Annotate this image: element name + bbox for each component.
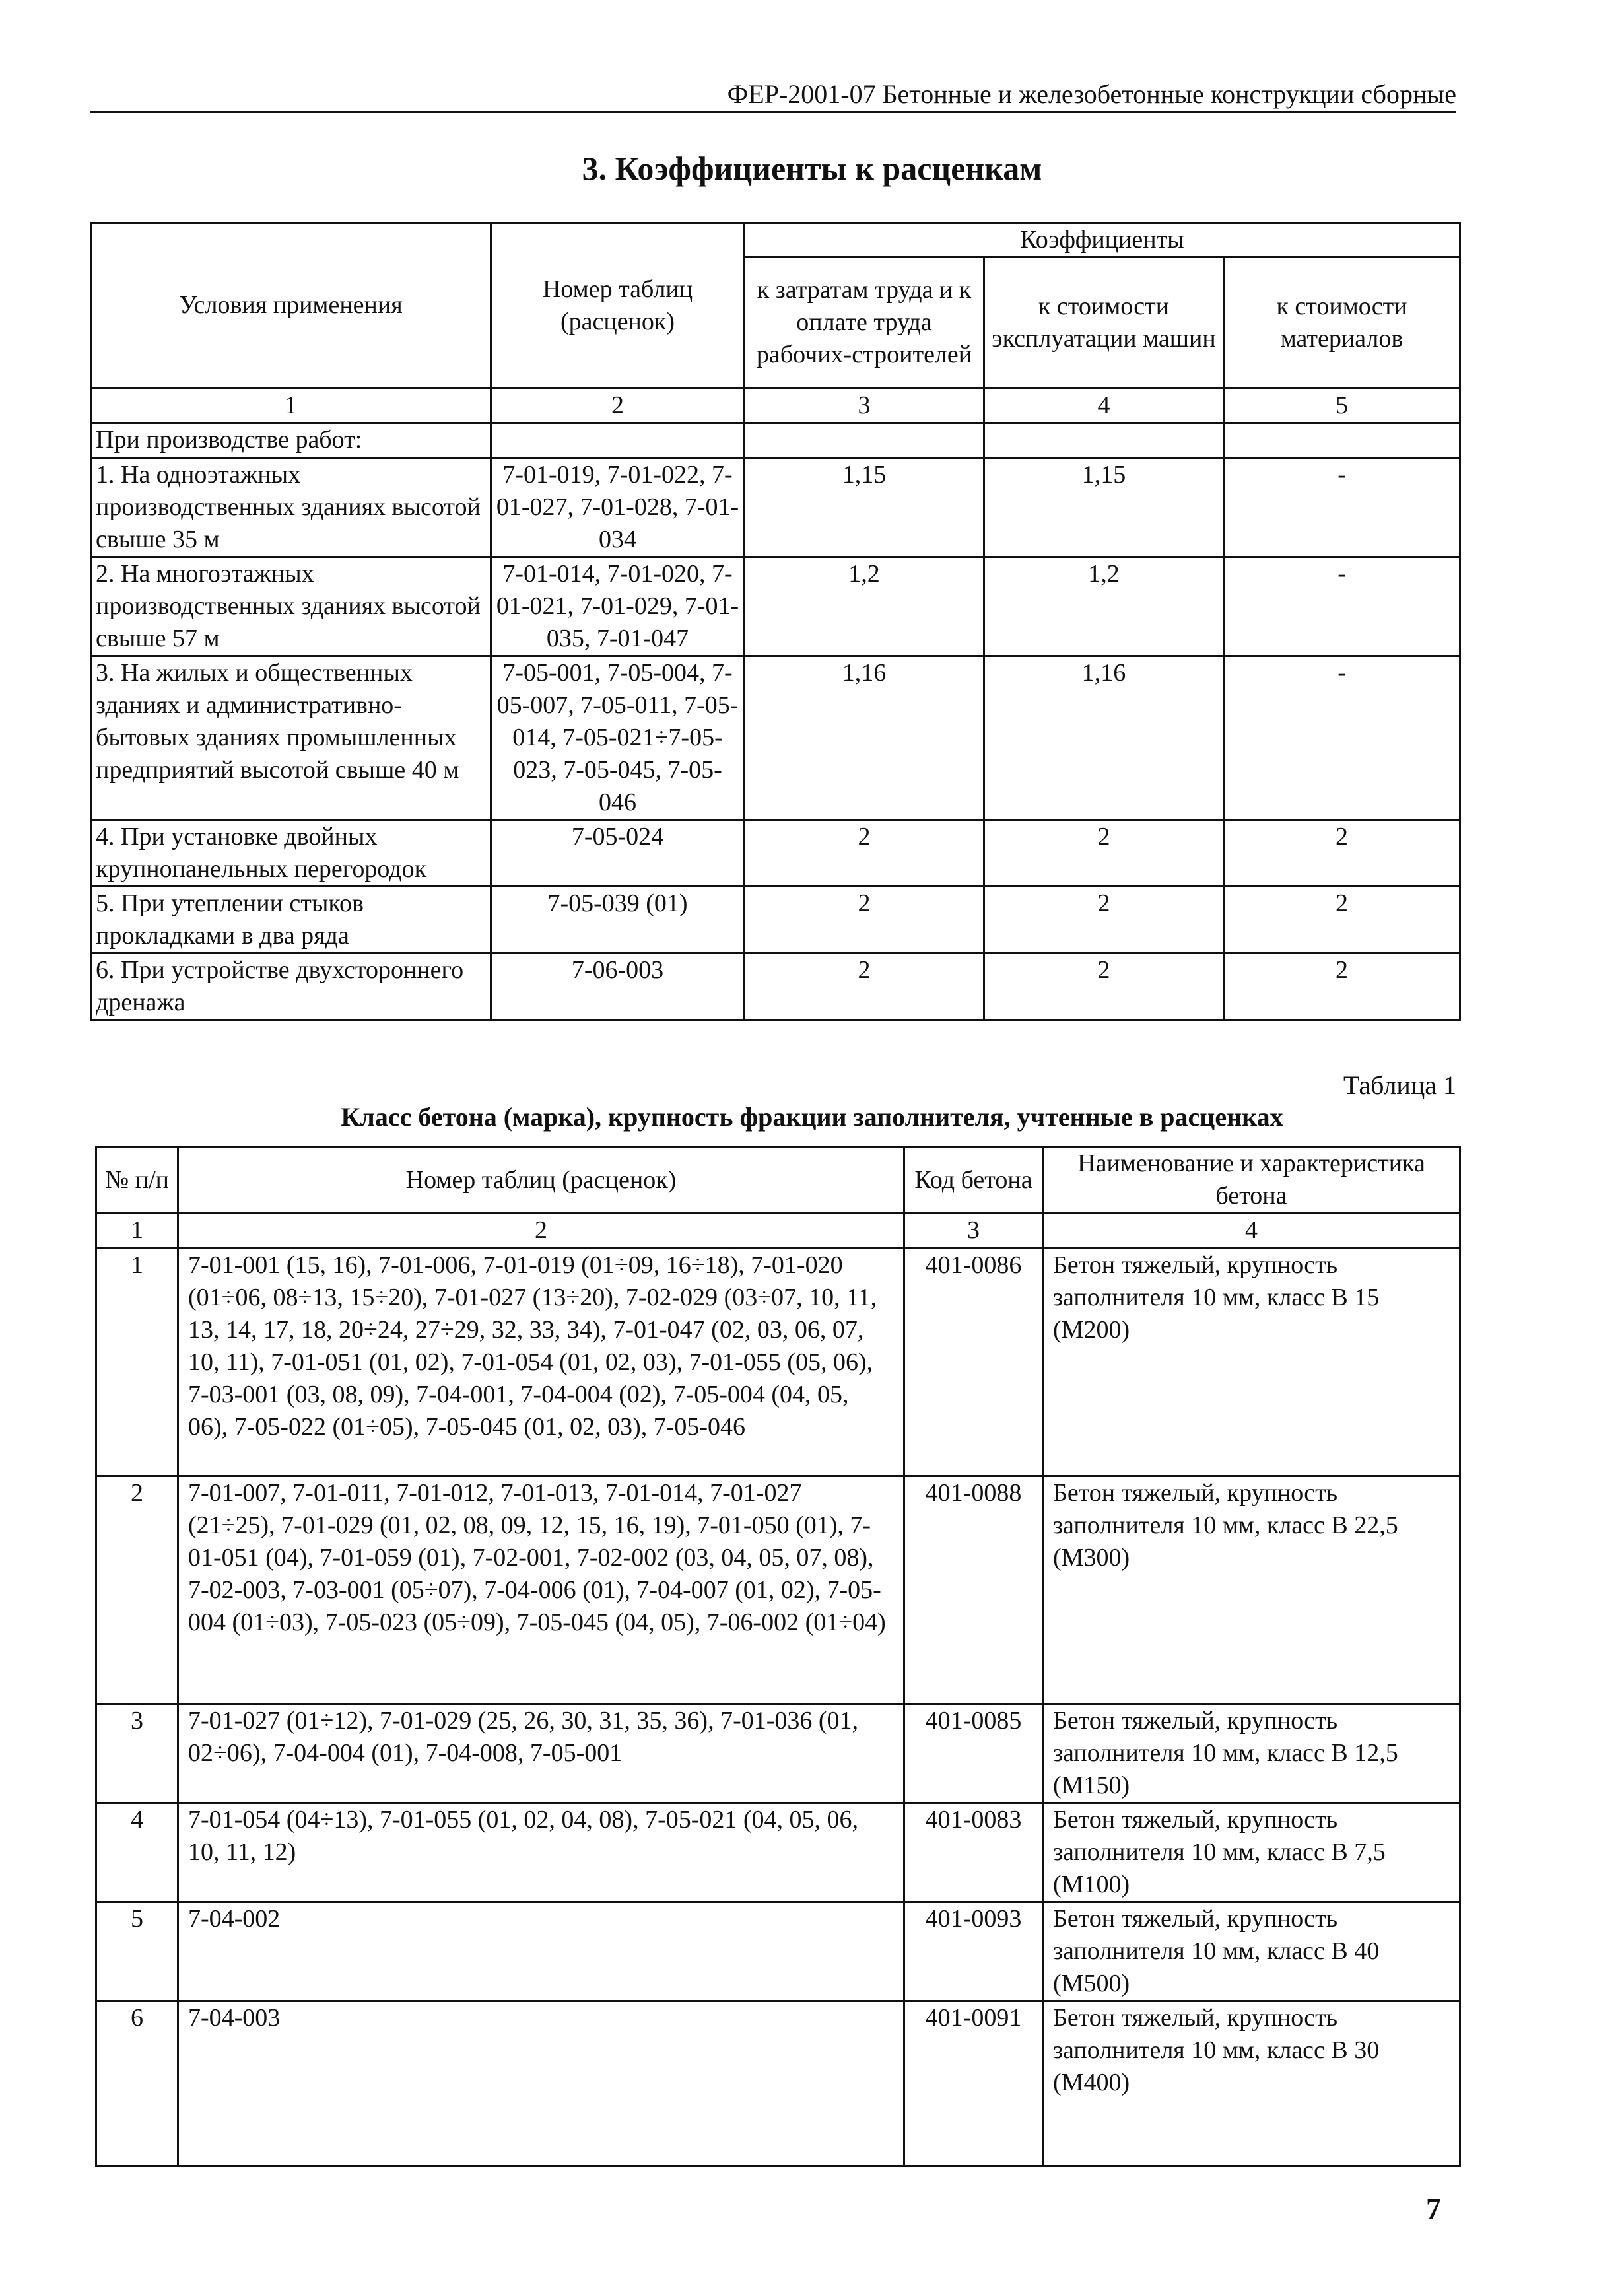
header-materials: к стоимости материалов: [1224, 258, 1460, 388]
header-machines: к стоимости эксплуатации машин: [984, 258, 1224, 388]
table-row: [91, 656, 1460, 820]
concrete-class-table: [95, 1146, 1461, 2167]
machines-coef-cell: 2: [984, 820, 1224, 887]
header-coefficients: Коэффициенты: [745, 223, 1460, 258]
table-numbers-cell: 7-06-003: [491, 953, 745, 1020]
table-numbers-cell: 7-01-054 (04÷13), 7-01-055 (01, 02, 04, 08), 7-05-021 (04, 05, 06, 10, 11, 12): [178, 1803, 904, 1902]
materials-coef-cell: 2: [1224, 820, 1460, 887]
table-row: [91, 458, 1460, 557]
table-row: [96, 2001, 1460, 2166]
materials-coef-cell: 2: [1224, 887, 1460, 953]
column-number: 4: [984, 388, 1224, 423]
concrete-name-cell: Бетон тяжелый, крупность заполнителя 10 мм, класс В 22,5 (М300): [1043, 1476, 1460, 1704]
table-numbers-cell: 7-01-027 (01÷12), 7-01-029 (25, 26, 30, 31, 35, 36), 7-01-036 (01, 02÷06), 7-04-004 (01), 7-04-008, 7-05-001: [178, 1704, 904, 1803]
table-numbers-cell: 7-04-003: [178, 2001, 904, 2166]
column-number: 3: [904, 1214, 1043, 1249]
column-number: 1: [91, 388, 491, 423]
table-row: [96, 1249, 1460, 1476]
machines-coef-cell: 2: [984, 953, 1224, 1020]
column-number: 5: [1224, 388, 1460, 423]
row-number-cell: 6: [96, 2001, 178, 2166]
concrete-name-cell: Бетон тяжелый, крупность заполнителя 10 мм, класс В 15 (М200): [1043, 1249, 1460, 1476]
header-table-numbers: Номер таблиц (расценок): [491, 223, 745, 388]
header-code: Код бетона: [904, 1147, 1043, 1214]
materials-coef-cell: -: [1224, 557, 1460, 656]
column-number: 3: [745, 388, 984, 423]
table-numbers-cell: 7-01-001 (15, 16), 7-01-006, 7-01-019 (01÷09, 16÷18), 7-01-020 (01÷06, 08÷13, 15÷20), 7-01-027 (13÷20), 7-02-029 (03÷07, 10, 11, 13, 14, 17, 18, 20÷24, 27÷29, 32, 33, 34), 7-01-047 (02, 03, 06, 07, 10, 11), 7-01-051 (01, 02), 7-01-054 (01, 02, 03), 7-01-055 (05, 06), 7-03-001 (03, 08, 09), 7-04-001, 7-04-004 (02), 7-05-004 (04, 05, 06), 7-05-022 (01÷05), 7-05-045 (01, 02, 03), 7-05-046: [178, 1249, 904, 1476]
table-numbers-cell: 7-05-001, 7-05-004, 7-05-007, 7-05-011, 7-05-014, 7-05-021÷7-05-023, 7-05-045, 7-05-046: [491, 656, 745, 820]
table-row: [96, 1902, 1460, 2001]
table-row: [91, 887, 1460, 953]
table-row: [96, 1704, 1460, 1803]
machines-coef-cell: 1,15: [984, 458, 1224, 557]
materials-coef-cell: -: [1224, 458, 1460, 557]
concrete-name-cell: Бетон тяжелый, крупность заполнителя 10 мм, класс В 7,5 (М100): [1043, 1803, 1460, 1902]
header-labor: к затратам труда и к оплате труда рабочих-строителей: [745, 258, 984, 388]
table-row: [96, 1476, 1460, 1704]
machines-coef-cell: 1,2: [984, 557, 1224, 656]
labor-coef-cell: 2: [745, 953, 984, 1020]
column-number: 4: [1043, 1214, 1460, 1249]
table-numbers-cell: 7-01-019, 7-01-022, 7-01-027, 7-01-028, 7-01-034: [491, 458, 745, 557]
condition-cell: 6. При устройстве двухстороннего дренажа: [91, 953, 491, 1020]
header-conditions: Условия применения: [91, 223, 491, 388]
table-row: [96, 1803, 1460, 1902]
running-header: ФЕР-2001-07 Бетонные и железобетонные конструкции сборные: [90, 78, 1456, 113]
section-title: 3. Коэффициенты к расценкам: [582, 150, 1042, 187]
materials-coef-cell: -: [1224, 656, 1460, 820]
row-number-cell: 3: [96, 1704, 178, 1803]
concrete-name-cell: Бетон тяжелый, крупность заполнителя 10 мм, класс В 40 (М500): [1043, 1902, 1460, 2001]
row-number-cell: 1: [96, 1249, 178, 1476]
concrete-name-cell: Бетон тяжелый, крупность заполнителя 10 мм, класс В 30 (М400): [1043, 2001, 1460, 2166]
row-number-cell: 4: [96, 1803, 178, 1902]
machines-coef-cell: 2: [984, 887, 1224, 953]
column-number: 1: [96, 1214, 178, 1249]
labor-coef-cell: 2: [745, 820, 984, 887]
machines-coef-cell: 1,16: [984, 656, 1224, 820]
labor-coef-cell: 1,2: [745, 557, 984, 656]
header-num: № п/п: [96, 1147, 178, 1214]
concrete-code-cell: 401-0091: [904, 2001, 1043, 2166]
row-number-cell: 5: [96, 1902, 178, 2001]
table-row: [91, 557, 1460, 656]
concrete-code-cell: 401-0086: [904, 1249, 1043, 1476]
page-number: 7: [1426, 2191, 1441, 2225]
table1-title: Класс бетона (марка), крупность фракции заполнителя, учтенные в расценках: [341, 1102, 1283, 1132]
row-number-cell: 2: [96, 1476, 178, 1704]
table-row: [91, 820, 1460, 887]
header-name: Наименование и характеристика бетона: [1043, 1147, 1460, 1214]
concrete-code-cell: 401-0083: [904, 1803, 1043, 1902]
concrete-code-cell: 401-0088: [904, 1476, 1043, 1704]
column-number: 2: [178, 1214, 904, 1249]
condition-cell: 2. На многоэтажных производственных зданиях высотой свыше 57 м: [91, 557, 491, 656]
labor-coef-cell: 1,16: [745, 656, 984, 820]
condition-cell: 3. На жилых и общественных зданиях и административно-бытовых зданиях промышленных предприятий высотой свыше 40 м: [91, 656, 491, 820]
condition-cell: 1. На одноэтажных производственных зданиях высотой свыше 35 м: [91, 458, 491, 557]
table1-label: Таблица 1: [1343, 1070, 1456, 1100]
header-table-numbers: Номер таблиц (расценок): [178, 1147, 904, 1214]
table-numbers-cell: 7-05-024: [491, 820, 745, 887]
table-numbers-cell: 7-04-002: [178, 1902, 904, 2001]
table-numbers-cell: 7-01-014, 7-01-020, 7-01-021, 7-01-029, 7-01-035, 7-01-047: [491, 557, 745, 656]
concrete-code-cell: 401-0085: [904, 1704, 1043, 1803]
materials-coef-cell: 2: [1224, 953, 1460, 1020]
section-row-label: При производстве работ:: [91, 423, 491, 458]
concrete-code-cell: 401-0093: [904, 1902, 1043, 2001]
condition-cell: 5. При утеплении стыков прокладками в два ряда: [91, 887, 491, 953]
condition-cell: 4. При установке двойных крупнопанельных перегородок: [91, 820, 491, 887]
concrete-name-cell: Бетон тяжелый, крупность заполнителя 10 мм, класс В 12,5 (М150): [1043, 1704, 1460, 1803]
column-number: 2: [491, 388, 745, 423]
labor-coef-cell: 1,15: [745, 458, 984, 557]
table-numbers-cell: 7-01-007, 7-01-011, 7-01-012, 7-01-013, 7-01-014, 7-01-027 (21÷25), 7-01-029 (01, 02, 08, 09, 12, 15, 16, 19), 7-01-050 (01), 7-01-051 (04), 7-01-059 (01), 7-02-001, 7-02-002 (03, 04, 05, 07, 08), 7-02-003, 7-03-001 (05÷07), 7-04-006 (01), 7-04-007 (01, 02), 7-05-004 (01÷03), 7-05-023 (05÷09), 7-05-045 (04, 05), 7-06-002 (01÷04): [178, 1476, 904, 1704]
labor-coef-cell: 2: [745, 887, 984, 953]
coefficients-table: [90, 222, 1461, 1021]
table-row: [91, 953, 1460, 1020]
table-numbers-cell: 7-05-039 (01): [491, 887, 745, 953]
